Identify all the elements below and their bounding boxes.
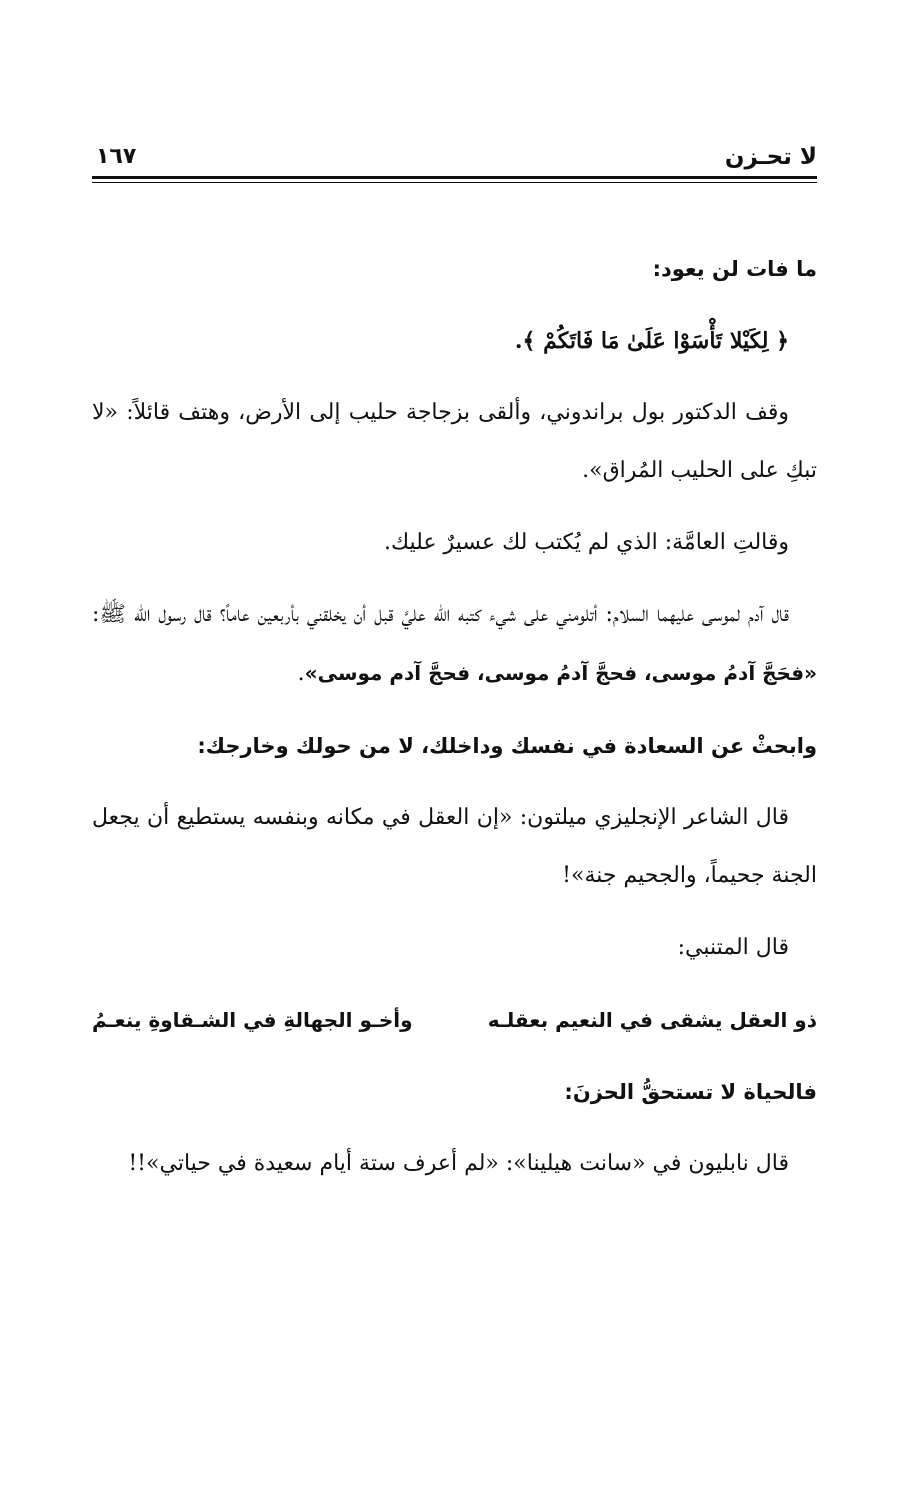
- paragraph: قال الشاعر الإنجليزي ميلتون: «إن العقل في مكانه وبنفسه يستطيع أن يجعل الجنة جحيماً، والجحيم جنة»!: [92, 805, 817, 888]
- paragraph: قال المتنبي:: [677, 935, 789, 960]
- running-title: لا تحـزن: [724, 144, 817, 170]
- page-number: ١٦٧: [96, 144, 137, 169]
- paragraph: [92, 586, 817, 703]
- paragraph: قال نابليون في «سانت هيلينا»: «لم أعرف ستة أيام سعيدة في حياتي»!!: [128, 1151, 789, 1176]
- header-rule-thick: [92, 176, 817, 179]
- poem-verse: [92, 991, 817, 1049]
- paragraph: وقالتِ العامَّة: الذي لم يُكتب لك عسيرٌ عليك.: [383, 530, 789, 555]
- section-heading: فالحياة لا تستحقُّ الحزنَ:: [564, 1080, 817, 1104]
- header-rule-thin: [92, 182, 817, 183]
- poem-hemistich-first: ذو العقل يشقى في النعيم بعقلـه: [487, 1008, 817, 1032]
- page-header: [92, 140, 817, 174]
- poem-hemistich-second: وأخـو الجهالةِ في الشـقاوةِ ينعـمُ: [92, 1008, 413, 1032]
- paragraph-end: .: [297, 661, 305, 686]
- quran-verse: ﴿ لِكَيْلا تَأْسَوْا عَلَىٰ مَا فَاتَكُمْ ﴾.: [514, 328, 789, 354]
- page-content: [92, 240, 817, 1207]
- section-heading: وابحثْ عن السعادة في نفسك وداخلك، لا من حولك وخارجك:: [197, 734, 817, 758]
- paragraph-text: قال آدم لموسى عليهما السلام: أتلومني على شيء كتبه الله عليَّ قبل أن يخلقني بأربعين عاماً؟ قال رسول الله ﷺ:: [92, 602, 789, 627]
- hadith-quote: «فحَجَّ آدمُ موسى، فحجَّ آدمُ موسى، فحجَّ آدم موسى»: [304, 661, 817, 685]
- paragraph: وقف الدكتور بول براندوني، وألقى بزجاجة حليب إلى الأرض، وهتف قائلاً: «لا تبكِ على الحليب المُراق».: [92, 400, 817, 483]
- section-heading: ما فات لن يعود:: [652, 257, 817, 281]
